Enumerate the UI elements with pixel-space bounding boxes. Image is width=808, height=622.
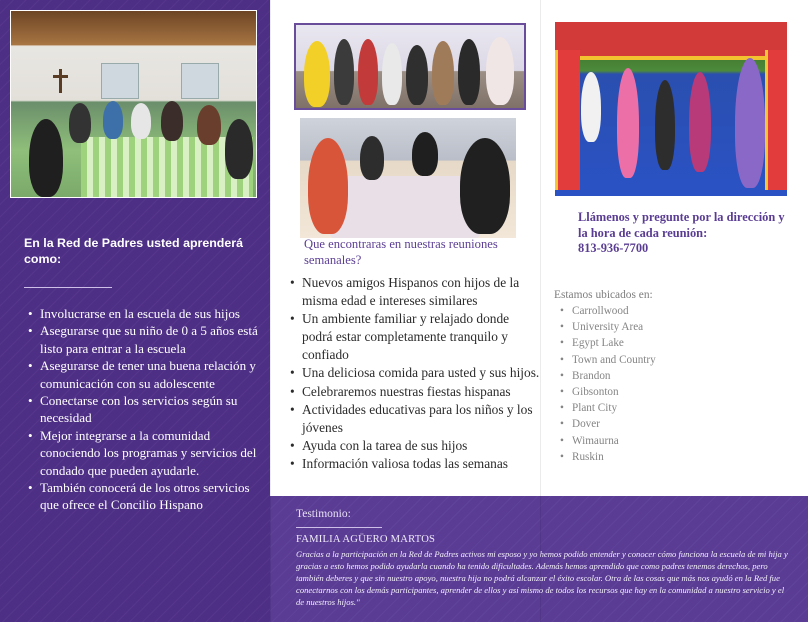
child bbox=[735, 58, 765, 188]
list-item: • Conectarse con los servicios según su necesidad bbox=[28, 392, 260, 427]
testimony-section bbox=[270, 496, 808, 622]
list-item: • Involucrarse en la escuela de sus hijos bbox=[28, 305, 260, 322]
person bbox=[225, 119, 253, 179]
bounce-house-photo bbox=[555, 22, 787, 196]
person bbox=[197, 105, 221, 145]
person bbox=[304, 41, 330, 107]
location-item: • Dover bbox=[560, 416, 656, 432]
locations-list bbox=[560, 303, 656, 465]
fold-line bbox=[540, 0, 541, 622]
location-item: • Brandon bbox=[560, 368, 656, 384]
phone-number: 813-936-7700 bbox=[578, 241, 649, 255]
list-item: • Ayuda con la tarea de sus hijos bbox=[290, 437, 540, 455]
dinner-photo bbox=[300, 118, 516, 238]
location-item: • Plant City bbox=[560, 400, 656, 416]
list-item: • Asegurarse que su niño de 0 a 5 años está listo para entrar a la escuela bbox=[28, 322, 260, 357]
inflatable-pillar bbox=[765, 50, 787, 190]
list-item: • Mejor integrarse a la comunidad conociendo los programas y servicios del condado que pueden ayudarle. bbox=[28, 427, 260, 479]
child bbox=[655, 80, 675, 170]
divider bbox=[296, 527, 382, 528]
left-panel bbox=[0, 0, 270, 622]
person bbox=[458, 39, 480, 105]
benefits-list bbox=[28, 305, 260, 514]
list-item: • Celebraremos nuestras fiestas hispanas bbox=[290, 383, 540, 401]
person bbox=[69, 103, 91, 143]
location-item: • Egypt Lake bbox=[560, 335, 656, 351]
table bbox=[330, 176, 480, 238]
person bbox=[161, 101, 183, 141]
window bbox=[181, 63, 219, 99]
testimony-text: Gracias a la participación en la Red de Padres activos mi esposo y yo hemos podido entender y conocer cómo funciona la escuela de mi hija y gracias a esto hemos podido ayudarla cuando ha tenido dificultades. Además hemos aprendido que como padres tenemos derechos, pero también deberes y que sin nuestro apoyo, nuestra hija no podrá alcanzar el éxito escolar. Otra de las cosas que más nos ayudó en la Red fue conectarnos con los demás participantes, aprender de ellos y así mismo de todos los recursos que hay en la comunidad a nuestro servicio y el de nuestros hijos." bbox=[296, 549, 788, 607]
person bbox=[131, 103, 151, 139]
person bbox=[382, 43, 402, 105]
ceiling bbox=[11, 11, 256, 45]
person bbox=[29, 119, 63, 197]
offerings-list bbox=[290, 274, 540, 473]
fold-line bbox=[270, 0, 271, 622]
section-subtitle: Que encontraras en nuestras reuniones semanales? bbox=[304, 237, 498, 267]
location-item: • Gibsonton bbox=[560, 384, 656, 400]
list-item: • Un ambiente familiar y relajado donde podrá estar completamente tranquilo y confiado bbox=[290, 310, 540, 364]
list-item: • También conocerá de los otros servicios que ofrece el Concilio Hispano bbox=[28, 479, 260, 514]
person bbox=[103, 101, 123, 139]
child bbox=[689, 72, 711, 172]
panel-heading: En la Red de Padres usted aprenderá como: bbox=[24, 236, 243, 266]
location-item: • Ruskin bbox=[560, 449, 656, 465]
person bbox=[360, 136, 384, 180]
person bbox=[358, 39, 378, 105]
list-item: • Nuevos amigos Hispanos con hijos de la misma edad e intereses similares bbox=[290, 274, 540, 310]
person bbox=[308, 138, 348, 234]
locations-label: Estamos ubicados en: bbox=[554, 289, 653, 301]
meeting-photo bbox=[10, 10, 257, 198]
call-to-action: Llámenos y pregunte por la dirección y la hora de cada reunión: bbox=[578, 210, 785, 240]
list-item: • Información valiosa todas las semanas bbox=[290, 455, 540, 473]
person bbox=[406, 45, 428, 105]
inflatable-pillar bbox=[555, 50, 580, 190]
person bbox=[460, 138, 510, 234]
child bbox=[617, 68, 639, 178]
cross-icon bbox=[59, 69, 62, 93]
person bbox=[432, 41, 454, 105]
testimony-author: FAMILIA AGÜERO MARTOS bbox=[296, 534, 436, 545]
location-item: • Wimaurna bbox=[560, 433, 656, 449]
testimony-label: Testimonio: bbox=[296, 508, 351, 520]
list-item: • Una deliciosa comida para usted y sus hijos. bbox=[290, 364, 540, 382]
list-item: • Asegurarse de tener una buena relación y comunicación con su adolescente bbox=[28, 357, 260, 392]
location-item: • Town and Country bbox=[560, 352, 656, 368]
person bbox=[412, 132, 438, 176]
person bbox=[486, 37, 514, 105]
group-photo bbox=[294, 23, 526, 110]
child bbox=[581, 72, 601, 142]
window bbox=[101, 63, 139, 99]
person bbox=[334, 39, 354, 105]
location-item: • University Area bbox=[560, 319, 656, 335]
divider bbox=[24, 287, 112, 288]
list-item: • Actividades educativas para los niños y los jóvenes bbox=[290, 401, 540, 437]
location-item: • Carrollwood bbox=[560, 303, 656, 319]
inflatable-arch bbox=[555, 22, 787, 60]
